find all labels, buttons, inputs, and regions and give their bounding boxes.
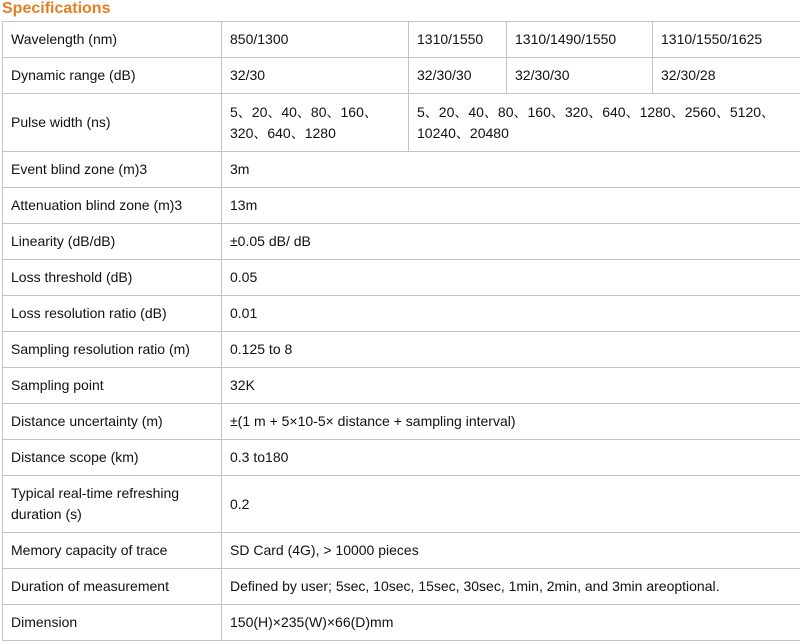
table-row-loss-threshold [3, 260, 800, 296]
cell-value: 1310/1550 [409, 22, 507, 58]
row-label: Linearity (dB/dB) [3, 224, 222, 260]
table-row-distance-uncertainty [3, 404, 800, 440]
cell-value: ±0.05 dB/ dB [222, 224, 800, 260]
cell-value: 150(H)×235(W)×66(D)mm [222, 605, 800, 641]
cell-value: 0.01 [222, 296, 800, 332]
cell-value: 3m [222, 152, 800, 188]
cell-value: SD Card (4G), > 10000 pieces [222, 533, 800, 569]
specifications-table [2, 21, 800, 641]
row-label: Sampling resolution ratio (m) [3, 332, 222, 368]
table-row-pulse-width [3, 94, 800, 152]
cell-value: 1310/1550/1625 [653, 22, 800, 58]
row-label: Distance scope (km) [3, 440, 222, 476]
table-row-loss-resolution [3, 296, 800, 332]
table-row-refresh-duration [3, 476, 800, 533]
cell-value: 32/30 [222, 58, 409, 94]
row-label: Typical real-time refreshing duration (s) [3, 476, 222, 533]
table-row-memory-capacity [3, 533, 800, 569]
row-label: Distance uncertainty (m) [3, 404, 222, 440]
row-label: Event blind zone (m)3 [3, 152, 222, 188]
table-row-sampling-resolution [3, 332, 800, 368]
cell-value: 13m [222, 188, 800, 224]
table-row-wavelength [3, 22, 800, 58]
cell-value: 32/30/28 [653, 58, 800, 94]
row-label: Attenuation blind zone (m)3 [3, 188, 222, 224]
page-title: Specifications [2, 0, 111, 17]
row-label: Loss resolution ratio (dB) [3, 296, 222, 332]
row-label: Memory capacity of trace [3, 533, 222, 569]
table-row-distance-scope [3, 440, 800, 476]
row-label: Loss threshold (dB) [3, 260, 222, 296]
table-row-measurement-duration [3, 569, 800, 605]
cell-value: Defined by user; 5sec, 10sec, 15sec, 30sec, 1min, 2min, and 3min areoptional. [222, 569, 800, 605]
row-label: Duration of measurement [3, 569, 222, 605]
table-row-event-blind-zone [3, 152, 800, 188]
row-label: Dimension [3, 605, 222, 641]
cell-value: 5、20、40、80、160、320、640、1280、2560、5120、10240、20480 [409, 94, 800, 152]
cell-value: 0.05 [222, 260, 800, 296]
table-row-dynamic-range [3, 58, 800, 94]
cell-value: 1310/1490/1550 [507, 22, 653, 58]
cell-value: 0.125 to 8 [222, 332, 800, 368]
table-row-linearity [3, 224, 800, 260]
cell-value: 0.2 [222, 476, 800, 533]
table-row-dimension [3, 605, 800, 641]
table-row-sampling-point [3, 368, 800, 404]
row-label: Sampling point [3, 368, 222, 404]
cell-value: 32/30/30 [409, 58, 507, 94]
cell-value: 32/30/30 [507, 58, 653, 94]
cell-value: 850/1300 [222, 22, 409, 58]
row-label: Pulse width (ns) [3, 94, 222, 152]
cell-value: 5、20、40、80、160、320、640、1280 [222, 94, 409, 152]
cell-value: 32K [222, 368, 800, 404]
cell-value: ±(1 m + 5×10-5× distance + sampling interval) [222, 404, 800, 440]
row-label: Dynamic range (dB) [3, 58, 222, 94]
cell-value: 0.3 to180 [222, 440, 800, 476]
row-label: Wavelength (nm) [3, 22, 222, 58]
table-row-attenuation-blind-zone [3, 188, 800, 224]
